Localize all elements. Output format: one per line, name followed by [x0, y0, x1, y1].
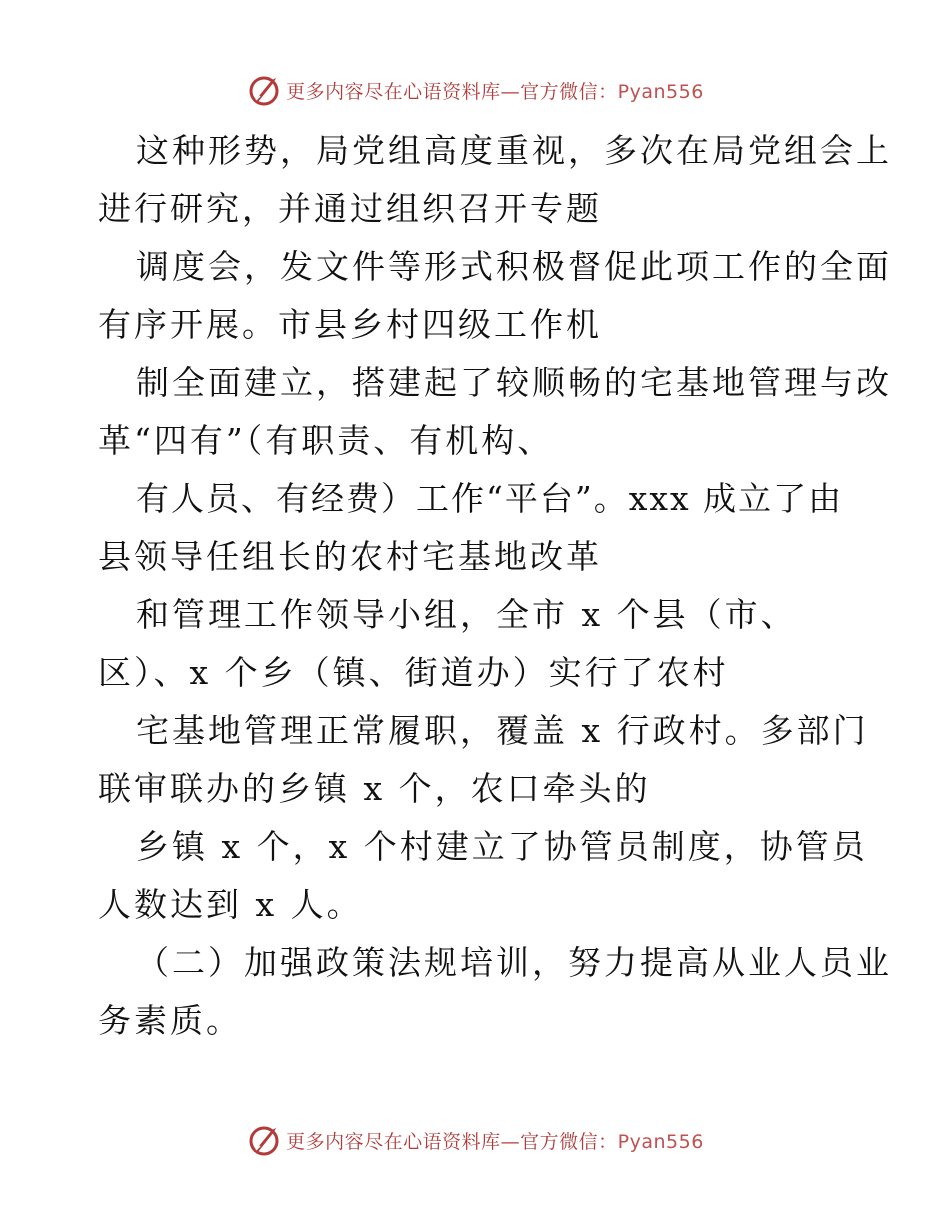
banner-slogan: 更多内容尽在心语资料库—官方微信：	[286, 1130, 618, 1153]
banner-account: Pyan556	[617, 80, 704, 103]
body-line-9: 和管理工作领导小组，全市 x 个县（市、	[136, 595, 797, 634]
banner-slogan: 更多内容尽在心语资料库—官方微信：	[286, 80, 618, 103]
body-line-11: 宅基地管理正常履职，覆盖 x 行政村。多部门	[136, 711, 869, 750]
body-line-16: 务素质。	[98, 1001, 242, 1040]
header-banner-text	[286, 77, 704, 104]
body-line-10: 区）、x 个乡（镇、街道办）实行了农村	[98, 653, 729, 692]
body-line-2: 进行研究，并通过组织召开专题	[98, 189, 602, 228]
footer-banner	[0, 1118, 950, 1162]
footer-banner-text	[286, 1127, 704, 1154]
quill-pen-logo-icon	[246, 72, 282, 108]
body-line-6: 革“四有”（有职责、有机构、	[98, 421, 554, 460]
footer-banner-content	[246, 1122, 704, 1158]
banner-account: Pyan556	[617, 1130, 704, 1153]
section-heading-2: （二）加强政策法规培训，努力提高从业人员业	[136, 943, 892, 982]
body-line-7: 有人员、有经费）工作“平台”。xxx 成立了由	[136, 479, 844, 518]
body-line-5: 制全面建立，搭建起了较顺畅的宅基地管理与改	[136, 363, 892, 402]
document-body	[98, 122, 892, 1050]
body-line-1: 这种形势，局党组高度重视，多次在局党组会上	[136, 131, 892, 170]
header-banner	[0, 68, 950, 112]
body-line-13: 乡镇 x 个，x 个村建立了协管员制度，协管员	[136, 827, 868, 866]
body-line-3: 调度会，发文件等形式积极督促此项工作的全面	[136, 247, 892, 286]
body-line-14: 人数达到 x 人。	[98, 885, 363, 924]
body-line-12: 联审联办的乡镇 x 个，农口牵头的	[98, 769, 651, 808]
body-line-4: 有序开展。市县乡村四级工作机	[98, 305, 602, 344]
quill-pen-logo-icon	[246, 1122, 282, 1158]
header-banner-content	[246, 72, 704, 108]
body-line-8: 县领导任组长的农村宅基地改革	[98, 537, 602, 576]
